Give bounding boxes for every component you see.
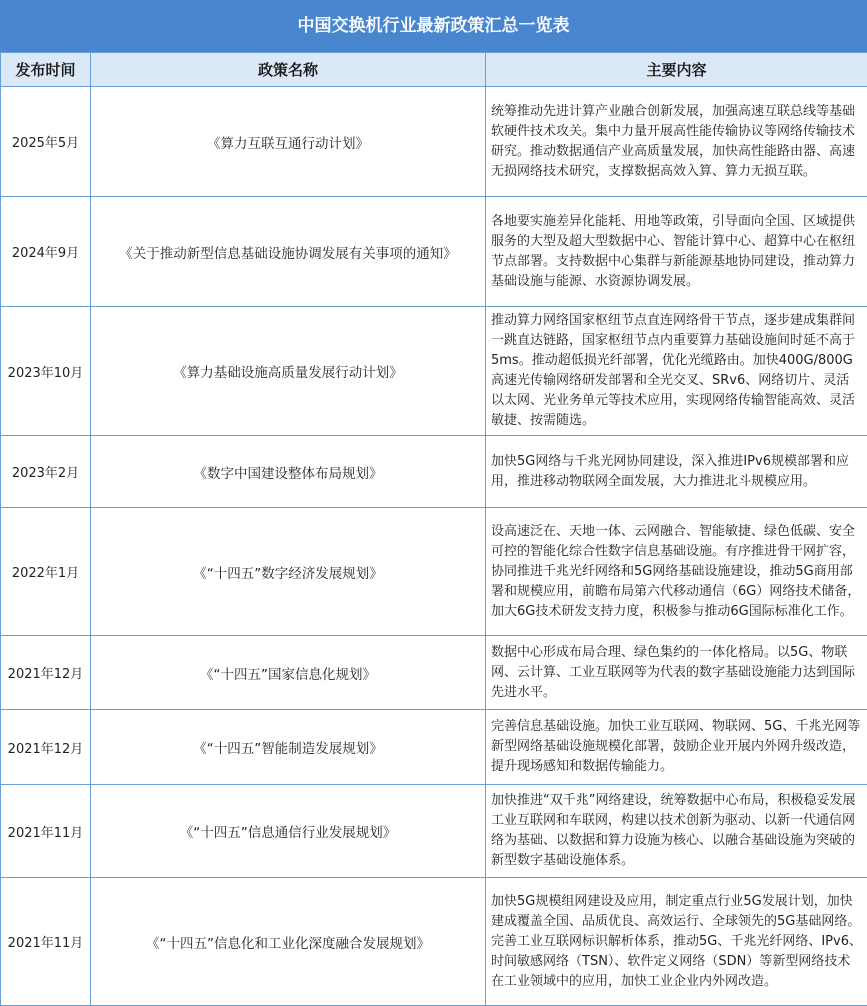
header-row	[1, 53, 867, 87]
row-content: 加快5G规模组网建设及应用，制定重点行业5G发展计划，加快建成覆盖全国、品质优良、高效运行、全球领先的5G基础网络。完善工业互联网标识解析体系，推动5G、千兆光纤网络、IPv6、时间敏感网络（TSN）、软件定义网络（SDN）等新型网络技术在工业领域中的应用，加快工业企业内外网改造。	[486, 878, 867, 1006]
table-row	[1, 508, 867, 636]
table-row	[1, 785, 867, 878]
row-date: 2025年5月	[1, 87, 91, 197]
row-content: 推动算力网络国家枢纽节点直连网络骨干节点，逐步建成集群间一跳直达链路，国家枢纽节点内重要算力基础设施间时延不高于5ms。推动超低损光纤部署，优化光缆路由。加快400G/800G高速光传输网络研发部署和全光交叉、SRv6、网络切片、灵活以太网、光业务单元等技术应用，实现网络传输智能高效、灵活敏捷、按需随选。	[486, 307, 867, 436]
policy-table	[0, 52, 867, 1006]
row-content: 加快推进“双千兆”网络建设，统筹数据中心布局，积极稳妥发展工业互联网和车联网，构建以技术创新为驱动、以新一代通信网络为基础、以数据和算力设施为核心、以融合基础设施为突破的新型数字基础设施体系。	[486, 785, 867, 878]
table-row	[1, 710, 867, 785]
row-date: 2021年11月	[1, 878, 91, 1006]
row-content: 完善信息基础设施。加快工业互联网、物联网、5G、千兆光网等新型网络基础设施规模化部署，鼓励企业开展内外网升级改造，提升现场感知和数据传输能力。	[486, 710, 867, 785]
table-row	[1, 197, 867, 307]
row-policy-name: 《“十四五”数字经济发展规划》	[91, 508, 486, 636]
row-content: 设高速泛在、天地一体、云网融合、智能敏捷、绿色低碳、安全可控的智能化综合性数字信息基础设施。有序推进骨干网扩容，协同推进千兆光纤网络和5G网络基础设施建设，推动5G商用部署和规模应用，前瞻布局第六代移动通信（6G）网络技术储备，加大6G技术研发支持力度，积极参与推动6G国际标准化工作。	[486, 508, 867, 636]
row-content: 加快5G网络与千兆光网协同建设，深入推进IPv6规模部署和应用，推进移动物联网全面发展，大力推进北斗规模应用。	[486, 436, 867, 508]
row-date: 2021年12月	[1, 710, 91, 785]
row-policy-name: 《关于推动新型信息基础设施协调发展有关事项的通知》	[91, 197, 486, 307]
header-content: 主要内容	[486, 53, 867, 87]
row-content: 数据中心形成布局合理、绿色集约的一体化格局。以5G、物联网、云计算、工业互联网等为代表的数字基础设施能力达到国际先进水平。	[486, 636, 867, 710]
row-policy-name: 《“十四五”国家信息化规划》	[91, 636, 486, 710]
header-date: 发布时间	[1, 53, 91, 87]
table-row	[1, 87, 867, 197]
row-content: 各地要实施差异化能耗、用地等政策，引导面向全国、区域提供服务的大型及超大型数据中心、智能计算中心、超算中心在枢纽节点部署。支持数据中心集群与新能源基地协同建设，推动算力基础设施与能源、水资源协调发展。	[486, 197, 867, 307]
table-row	[1, 878, 867, 1006]
row-date: 2021年11月	[1, 785, 91, 878]
row-date: 2022年1月	[1, 508, 91, 636]
row-date: 2024年9月	[1, 197, 91, 307]
row-date: 2023年2月	[1, 436, 91, 508]
row-content: 统筹推动先进计算产业融合创新发展，加强高速互联总线等基础软硬件技术攻关。集中力量开展高性能传输协议等网络传输技术研究。推动数据通信产业高质量发展，加快高性能路由器、高速无损网络技术研究，支撑数据高效入算、算力无损互联。	[486, 87, 867, 197]
row-policy-name: 《算力互联互通行动计划》	[91, 87, 486, 197]
row-policy-name: 《数字中国建设整体布局规划》	[91, 436, 486, 508]
table-row	[1, 307, 867, 436]
header-policy-name: 政策名称	[91, 53, 486, 87]
row-date: 2023年10月	[1, 307, 91, 436]
row-policy-name: 《算力基础设施高质量发展行动计划》	[91, 307, 486, 436]
row-policy-name: 《“十四五”信息化和工业化深度融合发展规划》	[91, 878, 486, 1006]
row-date: 2021年12月	[1, 636, 91, 710]
table-title: 中国交换机行业最新政策汇总一览表	[0, 0, 867, 52]
row-policy-name: 《“十四五”智能制造发展规划》	[91, 710, 486, 785]
table-row	[1, 436, 867, 508]
row-policy-name: 《“十四五”信息通信行业发展规划》	[91, 785, 486, 878]
table-row	[1, 636, 867, 710]
